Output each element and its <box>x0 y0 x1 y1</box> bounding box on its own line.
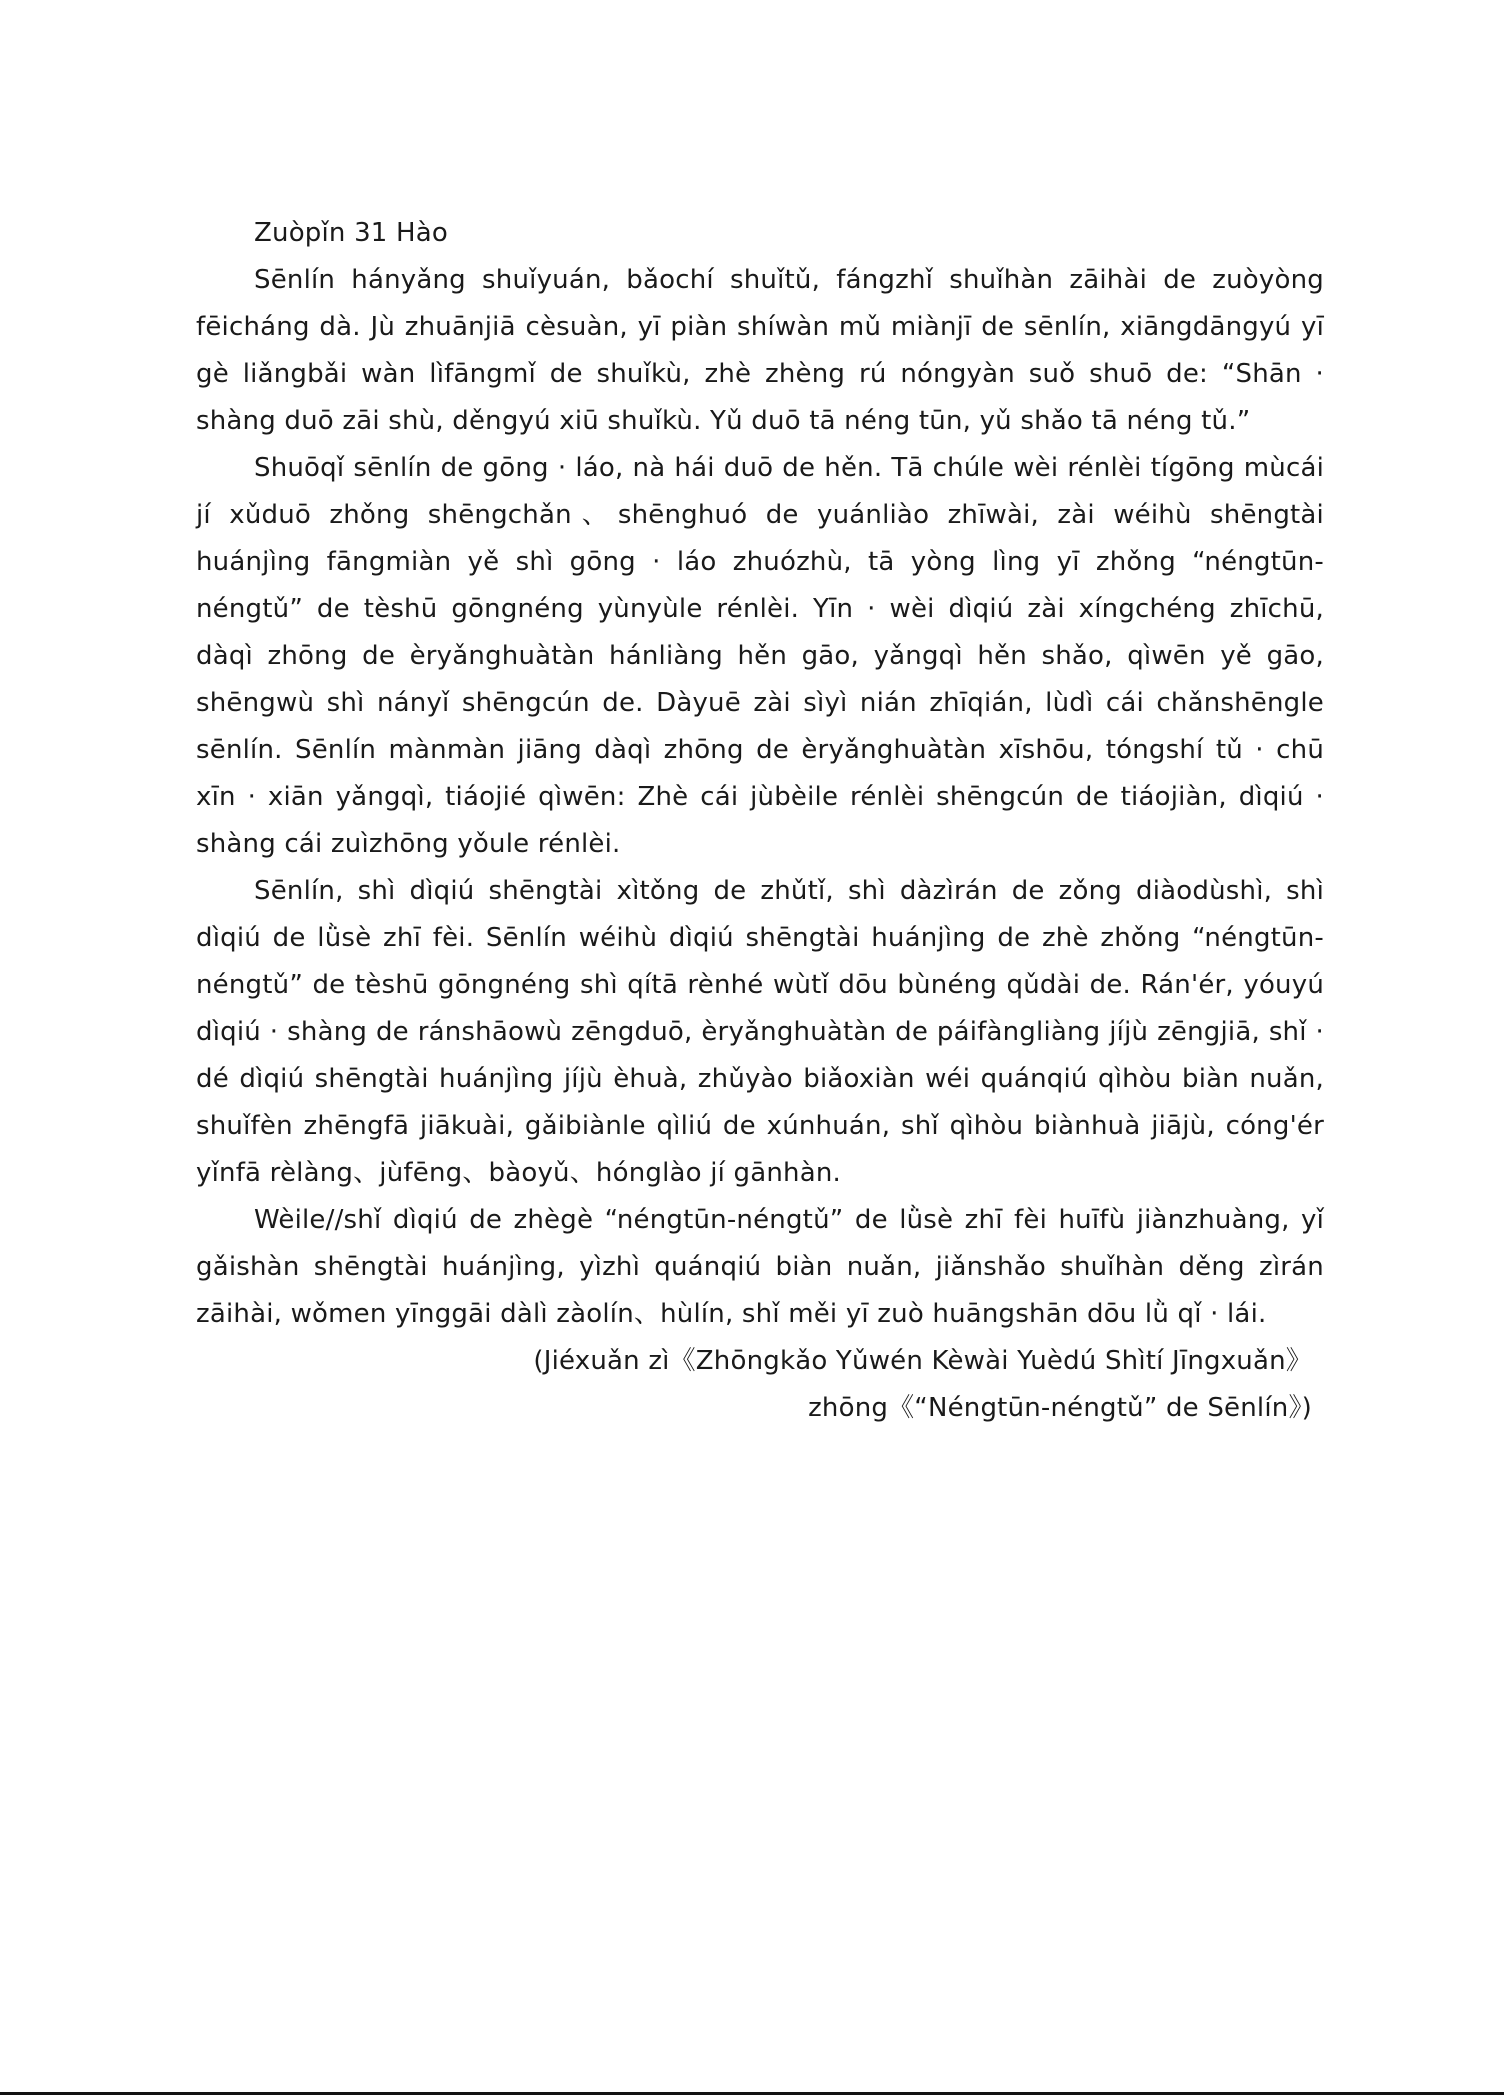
paragraph: Sēnlín hányǎng shuǐyuán, bǎochí shuǐtǔ, fángzhǐ shuǐhàn zāihài de zuòyòng fēicháng dà. Jù zhuānjiā cèsuàn, yī piàn shíwàn mǔ miànjī de sēnlín, xiāngdāngyú yī gè liǎngbǎi wàn lìfāngmǐ de shuǐkù, zhè zhèng rú nóngyàn suǒ shuō de: “Shān · shàng duō zāi shù, děngyú xiū shuǐkù. Yǔ duō tā néng tūn, yǔ shǎo tā néng tǔ.” <box>196 265 1324 436</box>
paragraph: Shuōqǐ sēnlín de gōng · láo, nà hái duō de hěn. Tā chúle wèi rénlèi tígōng mùcái jí xǔduō zhǒng shēngchǎn、shēnghuó de yuánliào zhīwài, zài wéihù shēngtài huánjìng fāngmiàn yě shì gōng · láo zhuózhù, tā yòng lìng yī zhǒng “néngtūn-néngtǔ” de tèshū gōngnéng yùnyùle rénlèi. Yīn · wèi dìqiú zài xíngchéng zhīchū, dàqì zhōng de èryǎnghuàtàn hánliàng hěn gāo, yǎngqì hěn shǎo, qìwēn yě gāo, shēngwù shì nányǐ shēngcún de. Dàyuē zài sìyì nián zhīqián, lùdì cái chǎnshēngle sēnlín. Sēnlín mànmàn jiāng dàqì zhōng de èryǎnghuàtàn xīshōu, tóngshí tǔ · chū xīn · xiān yǎngqì, tiáojié qìwēn: Zhè cái jùbèile rénlèi shēngcún de tiáojiàn, dìqiú · shàng cái zuìzhōng yǒule rénlèi. <box>196 453 1324 859</box>
source-line: (Jiéxuǎn zì《Zhōngkǎo Yǔwén Kèwài Yuèdú Shìtí Jīngxuǎn》 <box>533 1346 1312 1376</box>
source-citation <box>196 1338 1324 1432</box>
document-body <box>196 210 1324 1432</box>
paragraph: Sēnlín, shì dìqiú shēngtài xìtǒng de zhǔtǐ, shì dàzìrán de zǒng diàodùshì, shì dìqiú de lǜsè zhī fèi. Sēnlín wéihù dìqiú shēngtài huánjìng de zhè zhǒng “néngtūn-néngtǔ” de tèshū gōngnéng shì qítā rènhé wùtǐ dōu bùnéng qǔdài de. Rán'ér, yóuyú dìqiú · shàng de ránshāowù zēngduō, èryǎnghuàtàn de páifàngliàng jíjù zēngjiā, shǐ · dé dìqiú shēngtài huánjìng jíjù èhuà, zhǔyào biǎoxiàn wéi quánqiú qìhòu biàn nuǎn, shuǐfèn zhēngfā jiākuài, gǎibiànle qìliú de xúnhuán, shǐ qìhòu biànhuà jiājù, cóng'ér yǐnfā rèlàng、jùfēng、bàoyǔ、hónglào jí gānhàn. <box>196 876 1324 1188</box>
page-title: Zuòpǐn 31 Hào <box>254 218 449 248</box>
source-line: zhōng《“Néngtūn-néngtǔ” de Sēnlín》) <box>808 1393 1312 1423</box>
paragraph: Wèile//shǐ dìqiú de zhègè “néngtūn-néngtǔ” de lǜsè zhī fèi huīfù jiànzhuàng, yǐ gǎishàn shēngtài huánjìng, yìzhì quánqiú biàn nuǎn, jiǎnshǎo shuǐhàn děng zìrán zāihài, wǒmen yīnggāi dàlì zàolín、hùlín, shǐ měi yī zuò huāngshān dōu lǜ qǐ · lái. <box>196 1205 1324 1329</box>
